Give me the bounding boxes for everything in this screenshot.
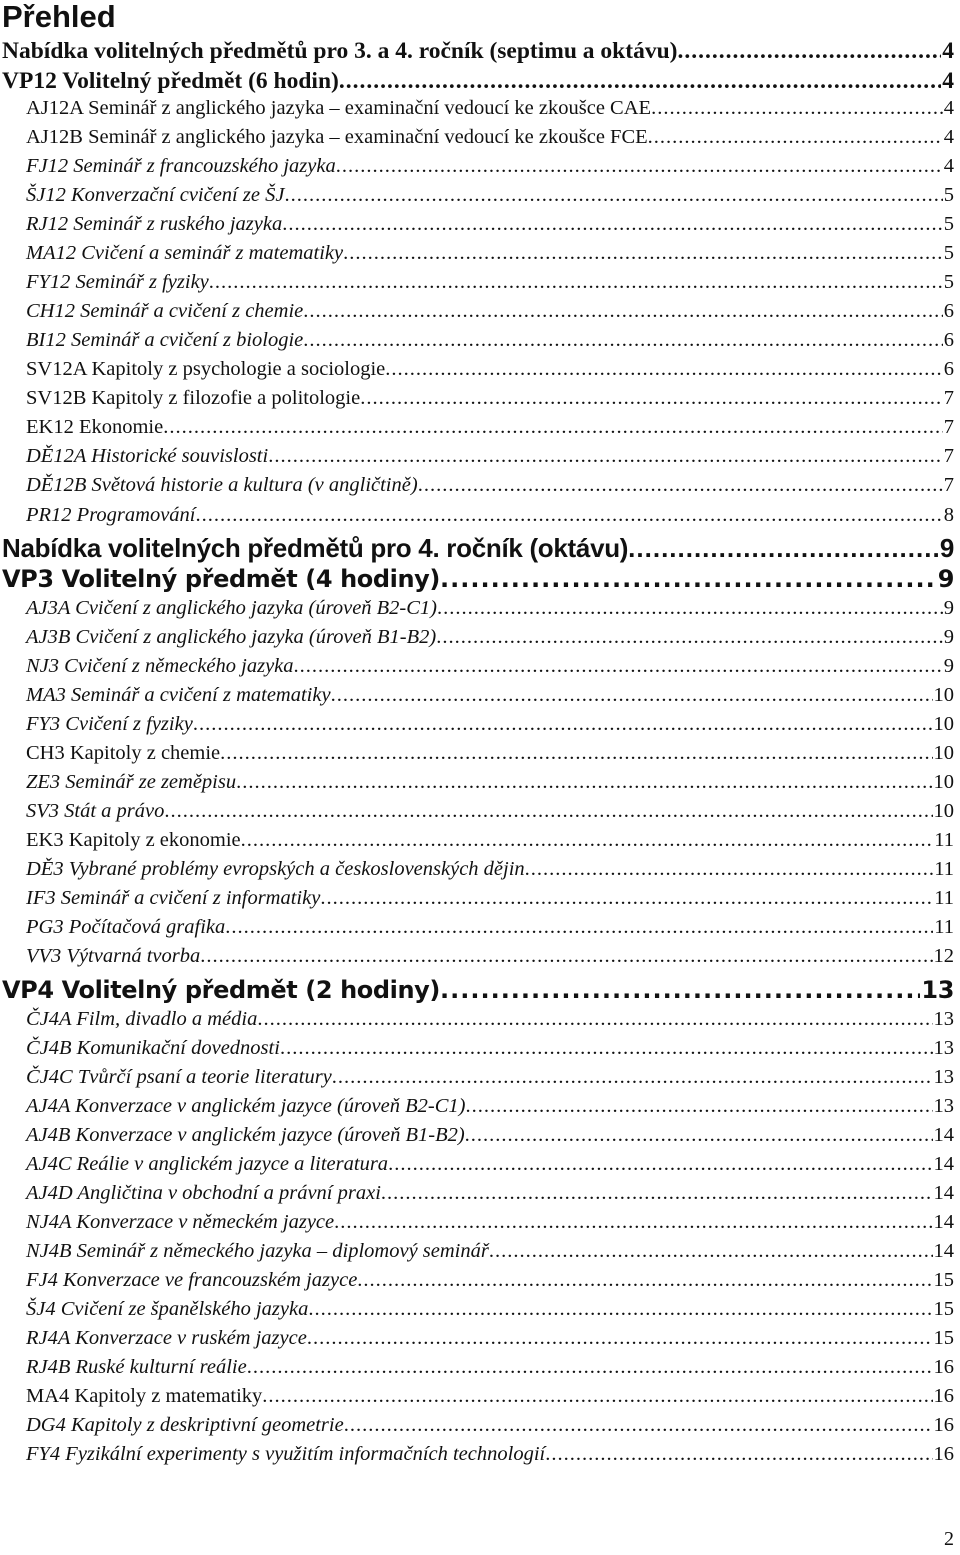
toc-leader-dots xyxy=(282,213,943,236)
toc-entry[interactable] xyxy=(26,1269,954,1292)
toc-leader-dots xyxy=(200,945,932,968)
toc-entry-page: 7 xyxy=(943,416,954,438)
toc-entry-title: VP12 Volitelný předmět (6 hodin) xyxy=(2,68,339,94)
toc-entry[interactable] xyxy=(26,1327,954,1350)
toc-leader-dots xyxy=(465,1095,932,1118)
toc-entry[interactable] xyxy=(2,533,954,564)
toc-entry-page: 7 xyxy=(943,445,954,467)
toc-entry-page: 9 xyxy=(939,533,954,563)
toc-leader-dots xyxy=(357,1269,932,1292)
toc-entry[interactable] xyxy=(26,945,954,968)
toc-entry-title: MA3 Seminář a cvičení z matematiky xyxy=(26,684,331,706)
toc-entry-page: 5 xyxy=(943,213,954,235)
toc-entry-page: 6 xyxy=(943,358,954,380)
toc-entry[interactable] xyxy=(2,38,954,65)
toc-entry-page: 8 xyxy=(943,504,954,526)
toc-leader-dots xyxy=(334,1211,932,1234)
toc-entry-page: 4 xyxy=(943,126,954,148)
toc-entry-page: 4 xyxy=(943,155,954,177)
toc-leader-dots xyxy=(241,829,934,852)
toc-entry-page: 10 xyxy=(933,713,954,735)
toc-entry-title: AJ4C Reálie v anglickém jazyce a literatura xyxy=(26,1153,389,1175)
toc-entry-page: 14 xyxy=(933,1240,954,1262)
toc-leader-dots xyxy=(360,387,943,410)
toc-entry-title: Nabídka volitelných předmětů pro 4. ročník (oktávu) xyxy=(2,533,629,563)
toc-entry[interactable] xyxy=(26,713,954,736)
toc-entry[interactable] xyxy=(26,916,954,939)
toc-entry[interactable] xyxy=(26,1066,954,1089)
toc-entry-page: 9 xyxy=(943,655,954,677)
page-number: 2 xyxy=(944,1528,954,1550)
toc-entry[interactable] xyxy=(2,976,954,1004)
toc-entry-page: 4 xyxy=(942,68,954,94)
toc-entry[interactable] xyxy=(26,742,954,765)
toc-entry-page: 15 xyxy=(933,1327,954,1349)
toc-entry-title: BI12 Seminář a cvičení z biologie xyxy=(26,329,304,351)
toc-entry-title: SV3 Stát a právo xyxy=(26,800,165,822)
toc-entry[interactable] xyxy=(26,829,954,852)
toc-entry-page: 5 xyxy=(943,242,954,264)
toc-entry-title: DĚ12A Historické souvislosti xyxy=(26,445,269,467)
toc-entry-title: CH12 Seminář a cvičení z chemie xyxy=(26,300,304,322)
toc-entry[interactable] xyxy=(26,416,954,439)
toc-leader-dots xyxy=(343,242,943,265)
toc-entry-title: EK3 Kapitoly z ekonomie xyxy=(26,829,241,851)
toc-leader-dots xyxy=(437,597,943,620)
toc-entry-page: 10 xyxy=(933,771,954,793)
toc-entry[interactable] xyxy=(26,387,954,410)
toc-entry-title: RJ4A Konverzace v ruském jazyce xyxy=(26,1327,307,1349)
toc-entry-page: 6 xyxy=(943,300,954,322)
toc-leader-dots xyxy=(331,684,933,707)
toc-entry-page: 9 xyxy=(943,597,954,619)
toc-entry-page: 13 xyxy=(921,976,954,1004)
toc-leader-dots xyxy=(381,1182,933,1205)
toc-entry-title: DĚ3 Vybrané problémy evropských a československých dějin xyxy=(26,858,525,880)
toc-entry-page: 13 xyxy=(933,1095,954,1117)
toc-entry-page: 7 xyxy=(943,474,954,496)
toc-leader-dots xyxy=(465,1124,933,1147)
toc-entry-page: 14 xyxy=(933,1211,954,1233)
toc-entry[interactable] xyxy=(26,126,954,149)
toc-leader-dots xyxy=(388,1153,932,1176)
toc-entry-title: AJ4D Angličtina v obchodní a právní praxi xyxy=(26,1182,381,1204)
toc-entry-page: 11 xyxy=(934,916,954,938)
toc-leader-dots xyxy=(294,655,943,678)
toc-leader-dots xyxy=(344,1414,933,1437)
toc-entry-title: NJ4B Seminář z německého jazyka – diplomový seminář xyxy=(26,1240,489,1262)
toc-entry[interactable] xyxy=(26,271,954,294)
toc-leader-dots xyxy=(440,976,920,1004)
toc-entry-title: ČJ4A Film, divadlo a média xyxy=(26,1008,258,1030)
toc-leader-dots xyxy=(257,1008,932,1031)
toc-entry-title: DG4 Kapitoly z deskriptivní geometrie xyxy=(26,1414,344,1436)
toc-leader-dots xyxy=(196,504,943,527)
toc-entry[interactable] xyxy=(26,184,954,207)
toc-entry[interactable] xyxy=(26,1240,954,1263)
toc-entry[interactable] xyxy=(26,1008,954,1031)
toc-entry-page: 16 xyxy=(933,1414,954,1436)
toc-entry[interactable] xyxy=(26,474,954,497)
toc-entry-page: 16 xyxy=(933,1385,954,1407)
toc-entry[interactable] xyxy=(26,800,954,823)
toc-entry-page: 10 xyxy=(933,742,954,764)
toc-leader-dots xyxy=(436,626,943,649)
toc-entry-title: VP4 Volitelný předmět (2 hodiny) xyxy=(2,976,440,1004)
toc-leader-dots xyxy=(332,1066,933,1089)
toc-leader-dots xyxy=(236,771,932,794)
toc-entry-title: RJ4B Ruské kulturní reálie xyxy=(26,1356,247,1378)
toc-entry-title: ŠJ4 Cvičení ze španělského jazyka xyxy=(26,1298,309,1320)
toc-entry-title: ČJ4B Komunikační dovednosti xyxy=(26,1037,280,1059)
toc-entry-page: 16 xyxy=(933,1443,954,1465)
toc-entry[interactable] xyxy=(26,445,954,468)
toc-leader-dots xyxy=(489,1240,933,1263)
toc-leader-dots xyxy=(385,358,942,381)
toc-entry[interactable] xyxy=(26,213,954,236)
toc-entry-page: 5 xyxy=(943,184,954,206)
toc-entry-title: ZE3 Seminář ze zeměpisu xyxy=(26,771,237,793)
toc-leader-dots xyxy=(308,1298,932,1321)
toc-entry[interactable] xyxy=(26,887,954,910)
toc-leader-dots xyxy=(339,68,941,95)
toc-entry-page: 14 xyxy=(933,1124,954,1146)
toc-leader-dots xyxy=(336,155,943,178)
toc-entry-title: IF3 Seminář a cvičení z informatiky xyxy=(26,887,321,909)
toc-leader-dots xyxy=(651,97,943,120)
toc-entry-title: NJ3 Cvičení z německého jazyka xyxy=(26,655,294,677)
toc-entry[interactable] xyxy=(26,97,954,120)
toc-leader-dots xyxy=(525,858,934,881)
toc-entry-title: FY3 Cvičení z fyziky xyxy=(26,713,193,735)
toc-leader-dots xyxy=(440,565,937,593)
toc-entry[interactable] xyxy=(26,1298,954,1321)
toc-leader-dots xyxy=(320,887,933,910)
toc-entry-title: AJ4A Konverzace v anglickém jazyce (úroveň B2-C1) xyxy=(26,1095,466,1117)
toc-entry-title: AJ12B Seminář z anglického jazyka – examinační vedoucí ke zkoušce FCE xyxy=(26,126,648,148)
toc-entry-page: 7 xyxy=(943,387,954,409)
toc-entry[interactable] xyxy=(26,504,954,527)
toc-entry-title: DĚ12B Světová historie a kultura (v angličtině) xyxy=(26,474,418,496)
toc-leader-dots xyxy=(163,416,943,439)
toc-entry-page: 14 xyxy=(933,1153,954,1175)
toc-entry[interactable] xyxy=(26,1414,954,1437)
toc-entry-title: FJ12 Seminář z francouzského jazyka xyxy=(26,155,336,177)
toc-entry-page: 6 xyxy=(943,329,954,351)
toc-entry-page: 5 xyxy=(943,271,954,293)
page-title: Přehled xyxy=(2,0,116,34)
toc-entry[interactable] xyxy=(26,858,954,881)
toc-entry-page: 4 xyxy=(943,97,954,119)
toc-entry-title: AJ3B Cvičení z anglického jazyka (úroveň B1-B2) xyxy=(26,626,437,648)
toc-leader-dots xyxy=(284,184,942,207)
toc-leader-dots xyxy=(193,713,933,736)
toc-entry[interactable] xyxy=(26,1356,954,1379)
toc-entry-title: CH3 Kapitoly z chemie xyxy=(26,742,221,764)
toc-entry-title: MA12 Cvičení a seminář z matematiky xyxy=(26,242,344,264)
toc-entry-page: 14 xyxy=(933,1182,954,1204)
toc-leader-dots xyxy=(303,300,943,323)
toc-entry[interactable] xyxy=(26,1211,954,1234)
toc-entry-title: FY12 Seminář z fyziky xyxy=(26,271,209,293)
toc-entry-page: 10 xyxy=(933,684,954,706)
toc-entry[interactable] xyxy=(26,597,954,620)
toc-entry[interactable] xyxy=(26,242,954,265)
toc-leader-dots xyxy=(677,38,941,65)
toc-leader-dots xyxy=(418,474,943,497)
toc-leader-dots xyxy=(303,329,942,352)
toc-leader-dots xyxy=(648,126,943,149)
toc-entry-page: 13 xyxy=(933,1008,954,1030)
toc-entry[interactable] xyxy=(26,1182,954,1205)
toc-entry[interactable] xyxy=(26,1385,954,1408)
toc-entry-title: NJ4A Konverzace v německém jazyce xyxy=(26,1211,335,1233)
toc-entry-page: 12 xyxy=(933,945,954,967)
toc-entry[interactable] xyxy=(26,329,954,352)
toc-leader-dots xyxy=(247,1356,933,1379)
toc-entry-page: 11 xyxy=(934,858,954,880)
toc-entry-page: 9 xyxy=(943,626,954,648)
toc-entry[interactable] xyxy=(26,771,954,794)
toc-entry-title: PG3 Počítačová grafika xyxy=(26,916,226,938)
toc-entry-page: 15 xyxy=(933,1298,954,1320)
toc-entry[interactable] xyxy=(2,565,954,593)
toc-leader-dots xyxy=(280,1037,933,1060)
toc-entry[interactable] xyxy=(26,1124,954,1147)
toc-leader-dots xyxy=(545,1443,932,1466)
toc-entry-title: AJ3A Cvičení z anglického jazyka (úroveň B2-C1) xyxy=(26,597,438,619)
toc-leader-dots xyxy=(164,800,932,823)
toc-entry-title: SV12A Kapitoly z psychologie a sociologie xyxy=(26,358,386,380)
toc-entry-page: 13 xyxy=(933,1037,954,1059)
toc-entry-title: Nabídka volitelných předmětů pro 3. a 4. ročník (septimu a oktávu) xyxy=(2,38,678,64)
toc-entry-title: PR12 Programování xyxy=(26,504,196,526)
toc-entry[interactable] xyxy=(2,68,954,95)
toc-entry-title: AJ4B Konverzace v anglickém jazyce (úroveň B1-B2) xyxy=(26,1124,465,1146)
toc-entry-title: VV3 Výtvarná tvorba xyxy=(26,945,201,967)
toc-entry-title: FY4 Fyzikální experimenty s využitím informačních technologií xyxy=(26,1443,546,1465)
toc-entry-page: 13 xyxy=(933,1066,954,1088)
toc-entry[interactable] xyxy=(26,1037,954,1060)
toc-entry-page: 11 xyxy=(934,829,954,851)
toc-entry[interactable] xyxy=(26,684,954,707)
toc-entry[interactable] xyxy=(26,1443,954,1466)
toc-leader-dots xyxy=(209,271,943,294)
toc-entry-page: 9 xyxy=(937,565,954,593)
toc-entry-title: ŠJ12 Konverzační cvičení ze ŠJ xyxy=(26,184,285,206)
toc-entry-page: 4 xyxy=(942,38,954,64)
toc-entry-page: 16 xyxy=(933,1356,954,1378)
toc-entry[interactable] xyxy=(26,300,954,323)
toc-entry[interactable] xyxy=(26,1153,954,1176)
toc-leader-dots xyxy=(307,1327,933,1350)
toc-entry-title: FJ4 Konverzace ve francouzském jazyce xyxy=(26,1269,358,1291)
toc-entry-title: SV12B Kapitoly z filozofie a politologie xyxy=(26,387,361,409)
toc-entry-page: 10 xyxy=(933,800,954,822)
toc-leader-dots xyxy=(220,742,932,765)
toc-entry-title: MA4 Kapitoly z matematiky xyxy=(26,1385,263,1407)
toc-entry-page: 11 xyxy=(934,887,954,909)
toc-leader-dots xyxy=(262,1385,932,1408)
toc-entry-page: 15 xyxy=(933,1269,954,1291)
toc-leader-dots xyxy=(225,916,933,939)
toc-entry[interactable] xyxy=(26,358,954,381)
toc-entry-title: RJ12 Seminář z ruského jazyka xyxy=(26,213,283,235)
toc-entry-title: EK12 Ekonomie xyxy=(26,416,164,438)
toc-leader-dots xyxy=(268,445,943,468)
toc-entry-title: VP3 Volitelný předmět (4 hodiny) xyxy=(2,565,440,593)
toc-entry-title: AJ12A Seminář z anglického jazyka – examinační vedoucí ke zkoušce CAE xyxy=(26,97,652,119)
toc-entry[interactable] xyxy=(26,626,954,649)
toc-entry[interactable] xyxy=(26,655,954,678)
toc-leader-dots xyxy=(628,533,939,564)
toc-entry[interactable] xyxy=(26,155,954,178)
toc-entry[interactable] xyxy=(26,1095,954,1118)
toc-entry-title: ČJ4C Tvůrčí psaní a teorie literatury xyxy=(26,1066,332,1088)
